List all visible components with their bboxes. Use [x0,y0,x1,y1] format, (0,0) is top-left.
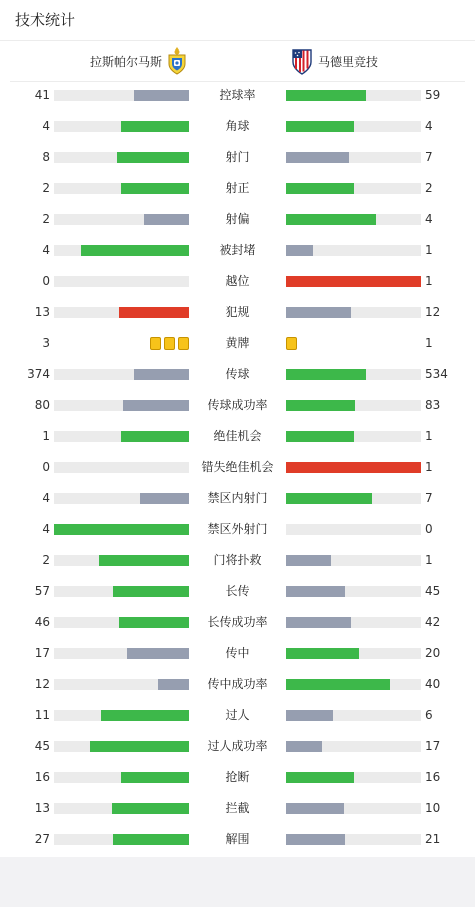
stat-row [0,514,475,545]
away-stat-value: 534 [425,367,448,381]
home-stat-value: 4 [42,243,50,257]
home-stat-value: 4 [42,522,50,536]
home-stat-bar [54,183,189,194]
home-stat-bar-fill [117,152,189,163]
stat-label: 控球率 [219,88,256,102]
home-stat-value: 0 [42,274,50,288]
home-stat-value: 4 [42,119,50,133]
home-stat-bar [54,307,189,318]
home-stat-value: 27 [34,832,50,846]
home-stat-bar-fill [121,183,189,194]
stat-label: 长传 [225,584,250,598]
away-stat-bar [286,648,421,659]
away-stat-value: 83 [425,398,441,412]
home-stat-bar [54,772,189,783]
away-stat-value: 1 [425,243,433,257]
home-stat-value: 11 [34,708,50,722]
home-team-name: 拉斯帕尔马斯 [90,54,163,69]
away-stat-bar [286,679,421,690]
home-stat-value: 45 [34,739,50,753]
home-stat-bar [54,710,189,721]
away-stat-value: 7 [425,150,433,164]
away-stat-bar-fill [286,307,351,318]
away-stat-bar-fill [286,400,355,411]
away-stat-bar [286,772,421,783]
stat-label: 黄牌 [225,336,250,350]
home-stat-value: 16 [34,770,50,784]
home-stat-value: 2 [42,212,50,226]
away-stat-bar [286,431,421,442]
home-stat-bar-fill [90,741,189,752]
yellow-card-icon [150,337,161,350]
stat-row [0,793,475,824]
stat-row [0,576,475,607]
stat-row [0,235,475,266]
home-stat-bar-fill [101,710,189,721]
home-stat-bar-fill [121,772,189,783]
away-stat-bar-fill [286,121,354,132]
stat-label: 角球 [225,119,250,133]
away-stat-value: 6 [425,708,433,722]
home-stat-bar [54,741,189,752]
home-stat-bar-fill [113,586,189,597]
home-stat-bar [54,462,189,473]
home-stat-bar-fill [134,369,189,380]
yellow-card-icon [178,337,189,350]
home-stat-bar [54,679,189,690]
away-stat-bar [286,617,421,628]
home-stat-bar-fill [144,214,189,225]
home-stat-value: 17 [34,646,50,660]
away-stat-bar [286,555,421,566]
home-stat-bar-fill [158,679,189,690]
home-stat-bar [54,276,189,287]
away-stat-bar [286,276,421,287]
home-stat-value: 2 [42,553,50,567]
home-stat-bar [54,90,189,101]
stat-label: 射偏 [225,212,250,226]
away-stat-value: 1 [425,429,433,443]
away-stat-bar-fill [286,214,376,225]
stat-row [0,483,475,514]
away-stat-value: 17 [425,739,441,753]
away-yellow-cards [286,337,297,350]
away-stat-bar [286,462,421,473]
teams-header [10,41,465,82]
home-stat-bar-fill [112,803,189,814]
away-stat-value: 42 [425,615,441,629]
away-stat-bar [286,183,421,194]
away-stat-value: 1 [425,553,433,567]
home-stat-bar-fill [119,307,189,318]
home-stat-value: 1 [42,429,50,443]
stat-row [0,545,475,576]
away-stat-value: 59 [425,88,441,102]
stat-row [0,669,475,700]
home-stat-value: 13 [34,305,50,319]
home-stat-value: 12 [34,677,50,691]
stat-label: 射门 [225,150,250,164]
away-stat-bar-fill [286,555,331,566]
stat-label: 拦截 [225,801,250,815]
away-stat-value: 1 [425,274,433,288]
home-stat-bar-fill [99,555,189,566]
home-stat-value: 57 [34,584,50,598]
stat-label: 解围 [225,832,250,846]
stat-label: 射正 [225,181,250,195]
yellow-card-icon [286,337,297,350]
stat-label: 传中成功率 [207,677,268,691]
away-stat-bar-fill [286,803,344,814]
stat-label: 过人成功率 [207,739,268,753]
away-stat-bar [286,710,421,721]
away-team-name: 马德里竞技 [318,54,379,69]
stat-label: 长传成功率 [207,615,268,629]
away-stat-value: 40 [425,677,441,691]
home-stat-bar [54,214,189,225]
stat-row [0,762,475,793]
away-stat-value: 2 [425,181,433,195]
away-stat-bar-fill [286,834,345,845]
away-stat-value: 21 [425,832,441,846]
away-stat-bar-fill [286,648,359,659]
stat-label: 过人 [225,708,250,722]
stat-row [0,452,475,483]
home-stat-value: 3 [42,336,50,350]
away-stat-bar-fill [286,152,349,163]
away-stat-bar [286,121,421,132]
home-stat-bar [54,555,189,566]
home-yellow-cards [150,337,189,350]
away-stat-value: 7 [425,491,433,505]
home-stat-value: 41 [34,88,50,102]
away-team[interactable] [291,41,378,81]
away-stat-bar [286,524,421,535]
home-stat-bar-fill [113,834,189,845]
home-stat-bar [54,586,189,597]
stat-label: 绝佳机会 [213,429,262,443]
home-stat-bar-fill [127,648,189,659]
home-stat-bar-fill [140,493,189,504]
home-stat-value: 2 [42,181,50,195]
away-stat-bar-fill [286,741,322,752]
stat-row [0,111,475,142]
home-stat-bar [54,648,189,659]
atletico-madrid-crest-icon [291,47,313,75]
away-stat-value: 16 [425,770,441,784]
away-stat-bar-fill [286,617,351,628]
away-stat-bar [286,307,421,318]
away-stat-bar [286,586,421,597]
stat-row [0,266,475,297]
away-stat-value: 20 [425,646,441,660]
home-stat-bar [54,369,189,380]
stat-row [0,421,475,452]
stat-row [0,204,475,235]
home-stat-bar [54,431,189,442]
yellow-card-icon [164,337,175,350]
stat-label: 犯规 [225,305,250,319]
stat-label: 被封堵 [219,243,256,257]
home-stat-value: 80 [34,398,50,412]
away-stat-value: 4 [425,212,433,226]
home-stat-bar [54,493,189,504]
home-stat-bar-fill [121,431,189,442]
away-stat-bar-fill [286,431,354,442]
stat-label: 越位 [225,274,250,288]
home-stat-value: 374 [27,367,50,381]
stat-row [0,173,475,204]
stat-row [0,700,475,731]
away-stat-value: 10 [425,801,441,815]
home-stat-bar [54,152,189,163]
away-stat-bar-fill [286,276,421,287]
stat-label: 禁区外射门 [207,522,268,536]
home-stat-value: 0 [42,460,50,474]
home-stat-bar [54,617,189,628]
away-stat-bar-fill [286,369,366,380]
away-stat-bar-fill [286,462,421,473]
stat-row [0,607,475,638]
home-stat-bar-fill [123,400,189,411]
stat-label: 门将扑救 [213,553,262,567]
away-stat-bar-fill [286,586,345,597]
away-stat-bar [286,493,421,504]
away-stat-bar [286,152,421,163]
away-stat-bar-fill [286,679,390,690]
away-stat-bar [286,369,421,380]
home-stat-value: 46 [34,615,50,629]
stat-row [0,359,475,390]
home-stat-bar-fill [81,245,189,256]
home-stat-bar-fill [134,90,189,101]
away-stat-value: 4 [425,119,433,133]
away-stat-bar [286,90,421,101]
stat-label: 传中 [225,646,250,660]
stat-row [0,142,475,173]
home-stat-bar [54,400,189,411]
away-stat-value: 0 [425,522,433,536]
stat-row [0,731,475,762]
home-stat-bar [54,834,189,845]
stat-label: 错失绝佳机会 [201,460,274,474]
home-stat-bar [54,524,189,535]
stat-row [0,390,475,421]
stat-row [0,638,475,669]
las-palmas-crest-icon [166,47,188,75]
stat-label: 禁区内射门 [207,491,268,505]
stat-row [0,328,475,359]
home-stat-value: 13 [34,801,50,815]
home-stat-bar [54,245,189,256]
home-team[interactable] [90,41,188,81]
home-stat-bar [54,121,189,132]
home-stat-bar-fill [54,524,189,535]
home-stat-value: 8 [42,150,50,164]
page-title: 技术统计 [0,0,475,41]
stat-row [0,297,475,328]
stat-label: 传球 [225,367,250,381]
home-stat-bar [54,803,189,814]
away-stat-bar-fill [286,90,366,101]
away-stat-bar [286,803,421,814]
away-stat-bar-fill [286,710,333,721]
away-stat-bar-fill [286,245,313,256]
away-stat-value: 45 [425,584,441,598]
away-stat-bar [286,834,421,845]
away-stat-bar-fill [286,493,372,504]
away-stat-bar-fill [286,772,354,783]
away-stat-value: 1 [425,336,433,350]
home-stat-value: 4 [42,491,50,505]
home-stat-bar-fill [119,617,189,628]
stat-label: 抢断 [225,770,250,784]
stat-row [0,824,475,855]
away-stat-bar [286,245,421,256]
stat-label: 传球成功率 [207,398,268,412]
away-stat-bar [286,214,421,225]
away-stat-bar [286,741,421,752]
away-stat-bar [286,400,421,411]
away-stat-bar-fill [286,183,354,194]
away-stat-value: 12 [425,305,441,319]
stat-row [0,80,475,111]
home-stat-bar-fill [121,121,189,132]
away-stat-value: 1 [425,460,433,474]
